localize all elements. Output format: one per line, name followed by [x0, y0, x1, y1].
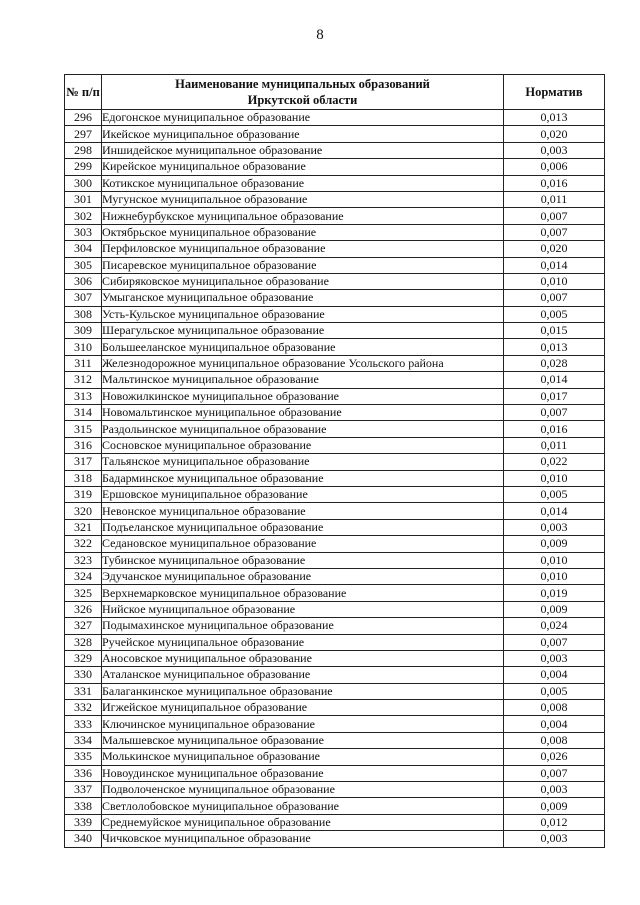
row-normative: 0,016	[504, 421, 605, 437]
row-municipality-name: Малышевское муниципальное образование	[102, 732, 504, 748]
row-normative: 0,020	[504, 126, 605, 142]
row-municipality-name: Кирейское муниципальное образование	[102, 159, 504, 175]
table-row	[65, 486, 605, 502]
row-number: 335	[65, 749, 102, 765]
table-row	[65, 290, 605, 306]
table-row	[65, 257, 605, 273]
row-municipality-name: Нижнебурбукское муниципальное образование	[102, 208, 504, 224]
row-normative: 0,004	[504, 667, 605, 683]
row-number: 326	[65, 601, 102, 617]
table-row	[65, 126, 605, 142]
row-normative: 0,013	[504, 339, 605, 355]
table-row	[65, 503, 605, 519]
row-municipality-name: Икейское муниципальное образование	[102, 126, 504, 142]
row-normative: 0,005	[504, 486, 605, 502]
row-number: 320	[65, 503, 102, 519]
table-row	[65, 224, 605, 240]
row-municipality-name: Подъеланское муниципальное образование	[102, 519, 504, 535]
row-municipality-name: Шерагульское муниципальное образование	[102, 323, 504, 339]
row-number: 318	[65, 470, 102, 486]
row-municipality-name: Октябрьское муниципальное образование	[102, 224, 504, 240]
row-municipality-name: Балаганкинское муниципальное образование	[102, 683, 504, 699]
table-row	[65, 208, 605, 224]
row-municipality-name: Ключинское муниципальное образование	[102, 716, 504, 732]
table-row	[65, 191, 605, 207]
row-municipality-name: Усть-Кульское муниципальное образование	[102, 306, 504, 322]
row-normative: 0,009	[504, 536, 605, 552]
row-normative: 0,007	[504, 290, 605, 306]
row-municipality-name: Нийское муниципальное образование	[102, 601, 504, 617]
row-number: 314	[65, 405, 102, 421]
row-municipality-name: Перфиловское муниципальное образование	[102, 241, 504, 257]
row-number: 325	[65, 585, 102, 601]
row-normative: 0,009	[504, 601, 605, 617]
row-municipality-name: Подымахинское муниципальное образование	[102, 618, 504, 634]
row-number: 304	[65, 241, 102, 257]
row-municipality-name: Сибиряковское муниципальное образование	[102, 273, 504, 289]
table-row	[65, 618, 605, 634]
table-row	[65, 323, 605, 339]
row-number: 338	[65, 798, 102, 814]
row-municipality-name: Аталанское муниципальное образование	[102, 667, 504, 683]
table-row	[65, 650, 605, 666]
row-number: 298	[65, 142, 102, 158]
row-municipality-name: Мугунское муниципальное образование	[102, 191, 504, 207]
row-normative: 0,014	[504, 372, 605, 388]
row-normative: 0,007	[504, 634, 605, 650]
row-municipality-name: Тубинское муниципальное образование	[102, 552, 504, 568]
row-municipality-name: Подволоченское муниципальное образование	[102, 782, 504, 798]
row-number: 334	[65, 732, 102, 748]
row-municipality-name: Ручейское муниципальное образование	[102, 634, 504, 650]
row-normative: 0,014	[504, 257, 605, 273]
row-number: 309	[65, 323, 102, 339]
row-municipality-name: Невонское муниципальное образование	[102, 503, 504, 519]
row-normative: 0,010	[504, 470, 605, 486]
row-normative: 0,003	[504, 650, 605, 666]
row-normative: 0,024	[504, 618, 605, 634]
table-row	[65, 454, 605, 470]
row-municipality-name: Железнодорожное муниципальное образование Усольского района	[102, 355, 504, 371]
table-row	[65, 782, 605, 798]
row-normative: 0,019	[504, 585, 605, 601]
header-name-line2: Иркутской области	[247, 93, 358, 107]
row-normative: 0,010	[504, 568, 605, 584]
row-normative: 0,011	[504, 437, 605, 453]
header-name-line1: Наименование муниципальных образований	[175, 77, 430, 91]
row-municipality-name: Аносовское муниципальное образование	[102, 650, 504, 666]
row-number: 324	[65, 568, 102, 584]
row-normative: 0,010	[504, 273, 605, 289]
table-row	[65, 110, 605, 126]
row-normative: 0,016	[504, 175, 605, 191]
row-normative: 0,010	[504, 552, 605, 568]
row-number: 319	[65, 486, 102, 502]
row-municipality-name: Ершовское муниципальное образование	[102, 486, 504, 502]
table-row	[65, 241, 605, 257]
row-normative: 0,012	[504, 814, 605, 830]
row-number: 312	[65, 372, 102, 388]
row-normative: 0,009	[504, 798, 605, 814]
row-municipality-name: Мальтинское муниципальное образование	[102, 372, 504, 388]
table-body	[65, 110, 605, 848]
row-number: 331	[65, 683, 102, 699]
row-municipality-name: Умыганское муниципальное образование	[102, 290, 504, 306]
row-number: 328	[65, 634, 102, 650]
row-number: 308	[65, 306, 102, 322]
header-name	[102, 75, 504, 110]
table-row	[65, 437, 605, 453]
row-normative: 0,020	[504, 241, 605, 257]
row-municipality-name: Тальянское муниципальное образование	[102, 454, 504, 470]
table-row	[65, 749, 605, 765]
table-row	[65, 798, 605, 814]
row-normative: 0,007	[504, 208, 605, 224]
table-row	[65, 405, 605, 421]
table-header-row	[65, 75, 605, 110]
table-row	[65, 732, 605, 748]
row-number: 315	[65, 421, 102, 437]
row-municipality-name: Писаревское муниципальное образование	[102, 257, 504, 273]
row-municipality-name: Молькинское муниципальное образование	[102, 749, 504, 765]
row-normative: 0,007	[504, 405, 605, 421]
row-municipality-name: Раздольинское муниципальное образование	[102, 421, 504, 437]
row-municipality-name: Большееланское муниципальное образование	[102, 339, 504, 355]
row-municipality-name: Новожилкинское муниципальное образование	[102, 388, 504, 404]
table-row	[65, 667, 605, 683]
row-municipality-name: Новоудинское муниципальное образование	[102, 765, 504, 781]
row-number: 317	[65, 454, 102, 470]
row-municipality-name: Верхнемарковское муниципальное образование	[102, 585, 504, 601]
row-normative: 0,008	[504, 732, 605, 748]
header-number: № п/п	[65, 75, 102, 110]
table-row	[65, 273, 605, 289]
row-number: 330	[65, 667, 102, 683]
table-row	[65, 552, 605, 568]
row-normative: 0,022	[504, 454, 605, 470]
table-row	[65, 634, 605, 650]
table-row	[65, 536, 605, 552]
row-number: 321	[65, 519, 102, 535]
row-number: 323	[65, 552, 102, 568]
row-normative: 0,008	[504, 700, 605, 716]
row-normative: 0,007	[504, 765, 605, 781]
table-row	[65, 142, 605, 158]
row-normative: 0,006	[504, 159, 605, 175]
table-row	[65, 700, 605, 716]
page-number: 8	[316, 27, 324, 43]
row-number: 311	[65, 355, 102, 371]
row-normative: 0,003	[504, 142, 605, 158]
row-number: 313	[65, 388, 102, 404]
row-normative: 0,014	[504, 503, 605, 519]
row-number: 306	[65, 273, 102, 289]
row-number: 327	[65, 618, 102, 634]
row-normative: 0,011	[504, 191, 605, 207]
row-municipality-name: Едогонское муниципальное образование	[102, 110, 504, 126]
row-normative: 0,005	[504, 683, 605, 699]
row-normative: 0,017	[504, 388, 605, 404]
row-number: 329	[65, 650, 102, 666]
row-municipality-name: Светлолобовское муниципальное образование	[102, 798, 504, 814]
row-number: 301	[65, 191, 102, 207]
table-row	[65, 421, 605, 437]
row-number: 332	[65, 700, 102, 716]
table-row	[65, 372, 605, 388]
row-number: 316	[65, 437, 102, 453]
row-municipality-name: Игжейское муниципальное образование	[102, 700, 504, 716]
row-normative: 0,013	[504, 110, 605, 126]
row-normative: 0,028	[504, 355, 605, 371]
row-municipality-name: Новомальтинское муниципальное образование	[102, 405, 504, 421]
row-number: 339	[65, 814, 102, 830]
row-normative: 0,003	[504, 831, 605, 847]
row-municipality-name: Сосновское муниципальное образование	[102, 437, 504, 453]
table-row	[65, 814, 605, 830]
table-row	[65, 716, 605, 732]
row-municipality-name: Чичковское муниципальное образование	[102, 831, 504, 847]
table-row	[65, 388, 605, 404]
table-row	[65, 355, 605, 371]
row-normative: 0,026	[504, 749, 605, 765]
row-number: 310	[65, 339, 102, 355]
row-municipality-name: Иншидейское муниципальное образование	[102, 142, 504, 158]
row-municipality-name: Среднемуйское муниципальное образование	[102, 814, 504, 830]
row-number: 336	[65, 765, 102, 781]
normative-table	[64, 74, 605, 848]
row-municipality-name: Котикское муниципальное образование	[102, 175, 504, 191]
header-normative: Норматив	[504, 75, 605, 110]
row-normative: 0,007	[504, 224, 605, 240]
row-normative: 0,003	[504, 782, 605, 798]
table-row	[65, 339, 605, 355]
table-row	[65, 601, 605, 617]
row-number: 307	[65, 290, 102, 306]
row-number: 322	[65, 536, 102, 552]
row-municipality-name: Бадарминское муниципальное образование	[102, 470, 504, 486]
table-row	[65, 519, 605, 535]
table-row	[65, 683, 605, 699]
table-row	[65, 765, 605, 781]
row-number: 333	[65, 716, 102, 732]
row-normative: 0,004	[504, 716, 605, 732]
row-municipality-name: Эдучанское муниципальное образование	[102, 568, 504, 584]
row-normative: 0,015	[504, 323, 605, 339]
row-number: 305	[65, 257, 102, 273]
table-row	[65, 568, 605, 584]
table-row	[65, 159, 605, 175]
row-number: 340	[65, 831, 102, 847]
row-number: 302	[65, 208, 102, 224]
row-number: 297	[65, 126, 102, 142]
row-normative: 0,003	[504, 519, 605, 535]
row-number: 337	[65, 782, 102, 798]
row-number: 300	[65, 175, 102, 191]
table-row	[65, 831, 605, 847]
row-municipality-name: Седановское муниципальное образование	[102, 536, 504, 552]
table-row	[65, 306, 605, 322]
table-row	[65, 175, 605, 191]
table-row	[65, 470, 605, 486]
row-normative: 0,005	[504, 306, 605, 322]
row-number: 303	[65, 224, 102, 240]
row-number: 299	[65, 159, 102, 175]
row-number: 296	[65, 110, 102, 126]
table-row	[65, 585, 605, 601]
